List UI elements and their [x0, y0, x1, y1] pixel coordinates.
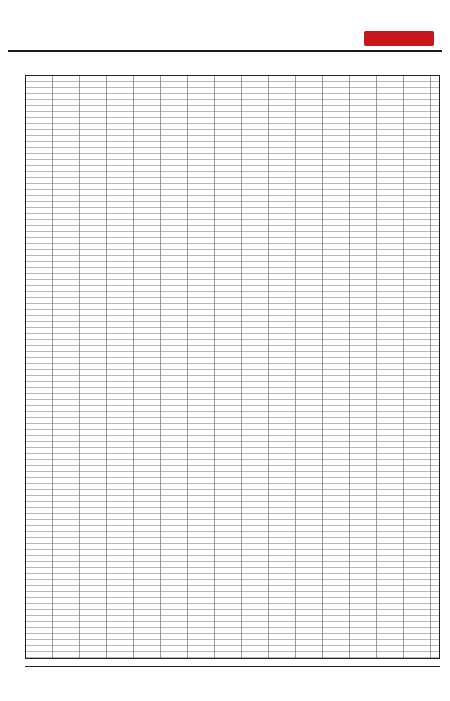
page-headline [8, 57, 442, 77]
table-footnote [25, 666, 440, 693]
data-table [25, 75, 440, 659]
newspaper-logo [364, 31, 434, 46]
masthead [8, 0, 442, 52]
